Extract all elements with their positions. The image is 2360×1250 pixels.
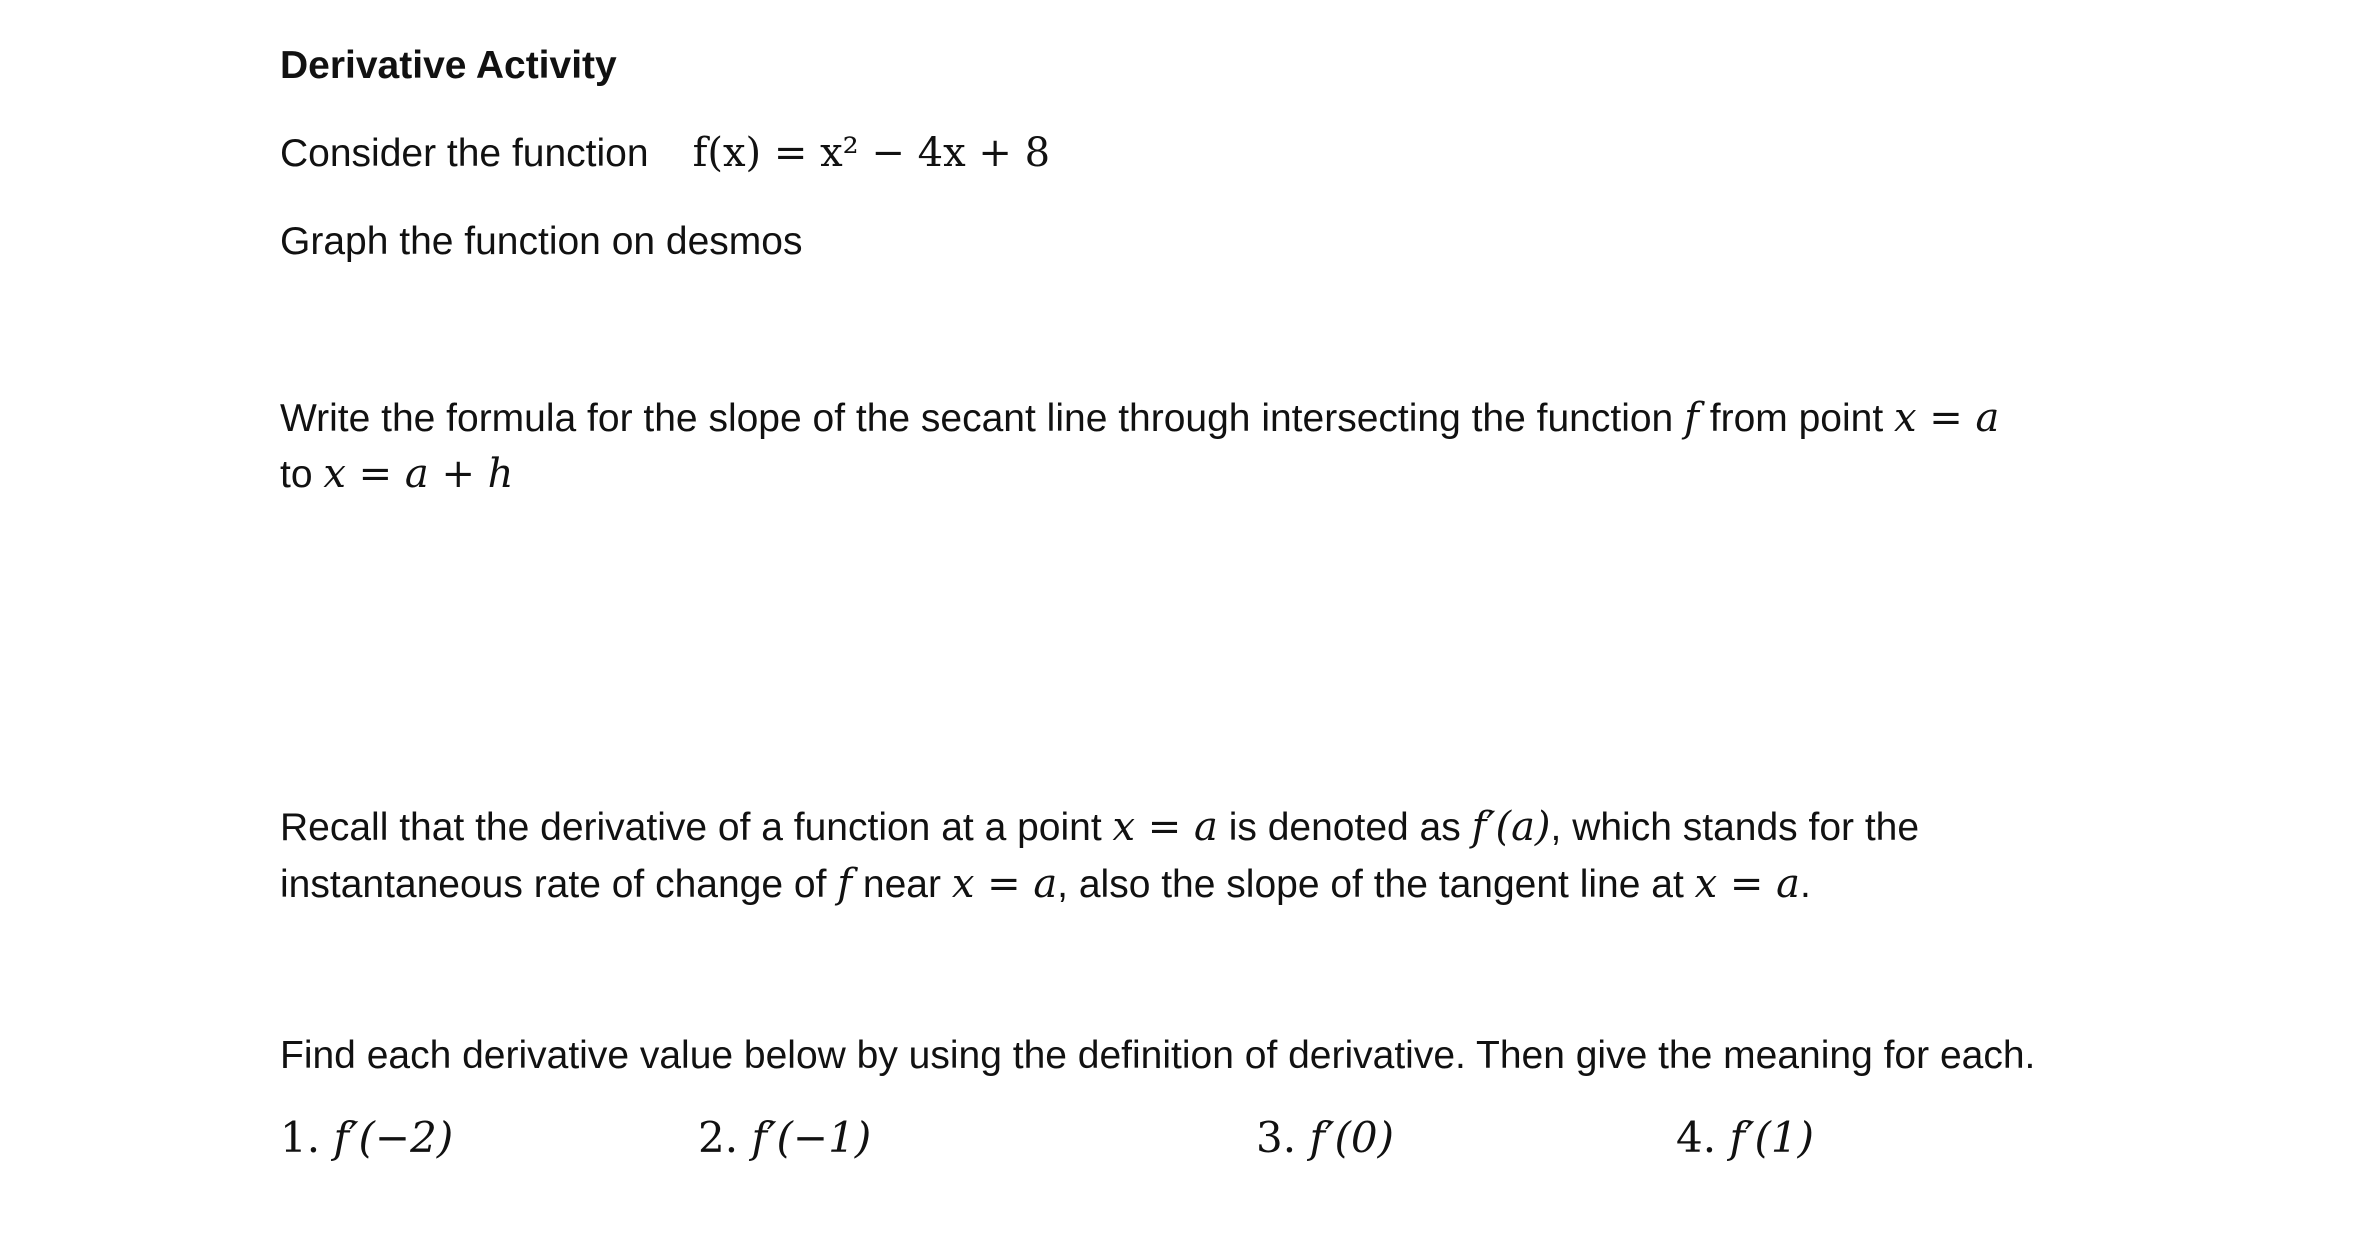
derivative-item-3	[1256, 1113, 1395, 1162]
secant-function-var: f	[1684, 395, 1699, 441]
item-expression: f′(1)	[1729, 1113, 1815, 1162]
derivative-item-1	[280, 1113, 454, 1162]
recall-text-g: .	[1799, 863, 1811, 906]
recall-line-1	[280, 804, 1920, 850]
recall-text-a: Recall that the derivative of a function at a point	[280, 806, 1102, 849]
recall-line-2	[280, 861, 1811, 907]
secant-from-math: x = a	[1894, 395, 2000, 441]
secant-to-math: x = a + h	[323, 451, 514, 497]
recall-text-f: , also the slope of the tangent line at	[1057, 863, 1684, 906]
item-expression: f′(−2)	[333, 1113, 454, 1162]
item-number: 3.	[1256, 1113, 1297, 1162]
recall-math-tangent: x = a	[1694, 861, 1800, 907]
recall-text-c: , which stands for the	[1550, 806, 1920, 849]
secant-from-text: from point	[1709, 397, 1884, 440]
page-title: Derivative Activity	[280, 44, 617, 87]
secant-line-1	[280, 395, 2000, 441]
function-formula: f(x) = x² − 4x + 8	[692, 130, 1051, 176]
derivative-item-4	[1676, 1113, 1815, 1162]
secant-to-text: to	[280, 453, 313, 496]
graph-instruction: Graph the function on desmos	[280, 220, 803, 263]
recall-math-derivative: f′(a)	[1471, 804, 1551, 850]
item-expression: f′(0)	[1309, 1113, 1395, 1162]
find-instruction: Find each derivative value below by using the definition of derivative. Then give the meaning for each.	[280, 1034, 2036, 1077]
consider-text: Consider the function	[280, 132, 649, 175]
item-number: 1.	[280, 1113, 321, 1162]
item-expression: f′(−1)	[751, 1113, 872, 1162]
recall-text-b: is denoted as	[1228, 806, 1461, 849]
recall-math-near: x = a	[951, 861, 1058, 907]
secant-line-2	[280, 451, 514, 497]
item-number: 2.	[698, 1113, 739, 1162]
derivative-item-2	[698, 1113, 872, 1162]
recall-math-point: x = a	[1112, 804, 1218, 850]
recall-text-d: instantaneous rate of change of	[280, 863, 827, 906]
secant-text: Write the formula for the slope of the secant line through intersecting the function	[280, 397, 1674, 440]
item-number: 4.	[1676, 1113, 1717, 1162]
recall-text-e: near	[862, 863, 941, 906]
consider-line	[280, 130, 1051, 176]
recall-function-var: f	[837, 861, 853, 907]
